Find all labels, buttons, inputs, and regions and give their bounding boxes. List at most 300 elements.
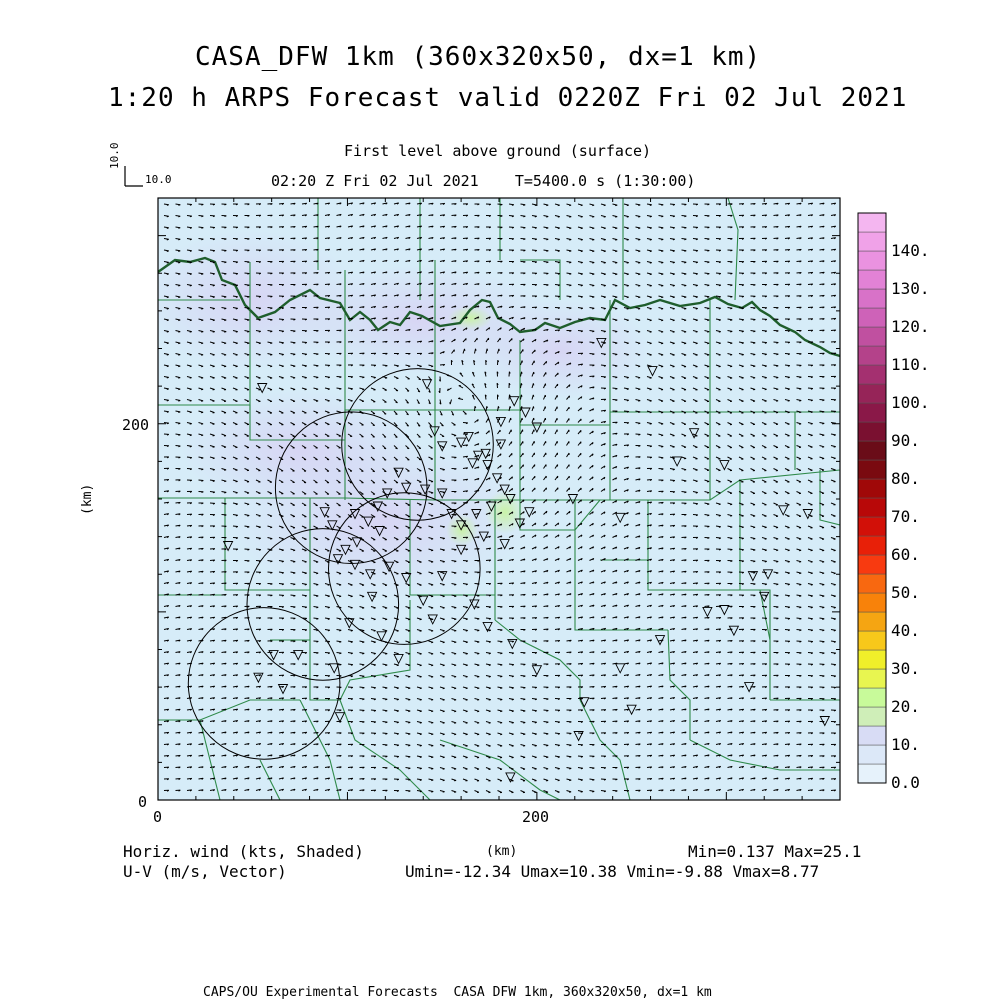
wind-vector-head xyxy=(213,297,215,298)
wind-vector-head xyxy=(418,426,420,427)
wind-vector-head xyxy=(178,366,180,367)
wind-vector-head xyxy=(696,504,698,505)
wind-vector-head xyxy=(247,343,249,344)
wind-vector-head xyxy=(489,642,491,643)
wind-vector-head xyxy=(730,331,732,332)
wind-vector-head xyxy=(523,500,524,502)
wind-vector-head xyxy=(397,366,399,367)
wind-vector-head xyxy=(569,240,571,241)
wind-vector-head xyxy=(546,239,548,240)
wind-vector-head xyxy=(627,400,629,401)
wind-vector-head xyxy=(627,274,629,275)
wind-vector-head xyxy=(604,228,606,229)
wind-vector-head xyxy=(822,423,824,424)
wind-vector-head xyxy=(201,274,203,275)
wind-vector-head xyxy=(178,378,180,379)
wind-vector-head xyxy=(374,642,376,643)
wind-vector-head xyxy=(293,584,295,585)
wind-vector-head xyxy=(822,573,824,574)
wind-vector-head xyxy=(443,585,445,586)
wind-vector-head xyxy=(293,573,295,574)
wind-vector-head xyxy=(167,205,169,206)
wind-vector-head xyxy=(178,285,180,286)
wind-vector-head xyxy=(811,400,813,401)
wind-vector-head xyxy=(546,228,548,229)
wind-vector-head xyxy=(454,550,456,551)
wind-vector-head xyxy=(305,607,307,608)
wind-vector-head xyxy=(615,366,617,367)
wind-vector-head xyxy=(523,476,524,478)
wind-vector-head xyxy=(638,251,640,252)
wind-vector-head xyxy=(523,339,524,341)
wind-vector-head xyxy=(454,573,456,574)
wind-vector-head xyxy=(236,504,238,505)
wind-vector-head xyxy=(684,320,686,321)
wind-vector-head xyxy=(190,343,192,344)
wind-vector-head xyxy=(190,366,192,367)
wind-vector-head xyxy=(788,607,790,608)
wind-vector-head xyxy=(443,538,445,539)
wind-vector-head xyxy=(661,251,663,252)
wind-vector-head xyxy=(407,425,409,426)
wind-vector-head xyxy=(742,550,744,551)
wind-vector-head xyxy=(615,332,617,333)
wind-vector-head xyxy=(190,435,192,436)
wind-vector-head xyxy=(374,631,376,632)
wind-vector-head xyxy=(673,274,675,275)
wind-vector-head xyxy=(500,442,501,444)
wind-vector-head xyxy=(178,412,180,413)
wind-vector-head xyxy=(351,389,353,390)
wind-vector-head xyxy=(259,355,261,356)
wind-vector-head xyxy=(190,332,192,333)
wind-vector-head xyxy=(569,262,571,263)
wind-vector-head xyxy=(707,493,709,494)
wind-vector-head xyxy=(385,677,387,678)
wind-vector-head xyxy=(615,343,617,344)
wind-vector-head xyxy=(259,516,261,517)
wind-vector-head xyxy=(627,355,629,356)
wind-vector-head xyxy=(385,654,387,655)
wind-vector-head xyxy=(396,448,398,449)
wind-vector-head xyxy=(224,332,226,333)
wind-vector-head xyxy=(615,240,617,241)
wind-vector-head xyxy=(443,470,445,471)
wind-vector-head xyxy=(419,437,421,438)
wind-vector-head xyxy=(454,677,456,678)
wind-vector-head xyxy=(638,240,640,241)
wind-vector-head xyxy=(190,446,192,447)
wind-vector-head xyxy=(373,460,375,461)
wind-vector-head xyxy=(638,297,640,298)
wind-vector-head xyxy=(167,377,169,378)
wind-vector-head xyxy=(811,585,813,586)
wind-vector-head xyxy=(558,217,560,218)
wind-vector-head xyxy=(431,642,433,643)
wind-vector-head xyxy=(339,665,341,666)
wind-vector-head xyxy=(569,297,571,298)
wind-vector-head xyxy=(776,366,778,367)
wind-vector-head xyxy=(742,331,744,332)
wind-vector-head xyxy=(592,442,593,444)
wind-vector-head xyxy=(684,251,686,252)
wind-vector-head xyxy=(328,389,330,390)
wind-vector-head xyxy=(569,228,571,229)
title-line-2: 1:20 h ARPS Forecast valid 0220Z Fri 02 Jul 2021 xyxy=(108,83,908,113)
wind-vector-head xyxy=(696,262,698,263)
wind-vector-head xyxy=(384,414,386,415)
wind-vector-head xyxy=(512,465,513,467)
wind-vector-head xyxy=(236,320,238,321)
wind-vector-head xyxy=(167,343,169,344)
wind-vector-head xyxy=(627,332,629,333)
wind-vector-head xyxy=(430,425,432,426)
wind-vector-head xyxy=(328,377,330,378)
wind-vector-head xyxy=(604,297,606,298)
wind-vector-head xyxy=(615,377,617,378)
wind-vector-head xyxy=(569,217,571,218)
wind-vector-head xyxy=(638,423,640,424)
wind-vector-head xyxy=(719,285,721,286)
wind-vector-head xyxy=(592,228,594,229)
wind-vector-head xyxy=(604,320,606,321)
wind-vector-head xyxy=(627,217,629,218)
wind-vector-head xyxy=(765,584,767,585)
wind-vector-head xyxy=(615,320,617,321)
wind-vector-head xyxy=(178,320,180,321)
wind-vector-head xyxy=(328,596,330,597)
wind-vector-head xyxy=(489,619,491,620)
wind-vector-head xyxy=(259,527,261,528)
wind-vector-head xyxy=(707,320,709,321)
wind-vector-head xyxy=(373,448,375,449)
wind-vector-head xyxy=(730,320,732,321)
wind-vector-head xyxy=(305,573,307,574)
wind-vector-head xyxy=(351,631,353,632)
wind-vector-head xyxy=(201,309,203,310)
wind-vector-head xyxy=(661,205,663,206)
wind-vector-head xyxy=(270,331,272,332)
wind-vector-head xyxy=(581,240,583,241)
wind-vector-head xyxy=(799,377,801,378)
wind-vector-head xyxy=(684,470,686,471)
wind-vector-head xyxy=(395,437,397,438)
wind-vector-head xyxy=(765,561,767,562)
wind-vector-head xyxy=(673,469,675,470)
wind-vector-head xyxy=(443,550,445,551)
wind-vector-head xyxy=(178,401,180,402)
wind-vector-head xyxy=(351,401,353,402)
wind-vector-head xyxy=(615,354,617,355)
wind-vector-head xyxy=(201,297,203,298)
wind-vector-head xyxy=(465,414,467,415)
wind-vector-head xyxy=(742,320,744,321)
wind-vector-head xyxy=(834,619,836,620)
wind-vector-head xyxy=(351,665,353,666)
wind-vector-head xyxy=(408,366,410,367)
wind-vector-head xyxy=(638,263,640,264)
wind-vector-head xyxy=(638,205,640,206)
wind-vector-head xyxy=(684,228,686,229)
wind-vector-head xyxy=(454,631,456,632)
wind-vector-head xyxy=(650,251,652,252)
wind-vector-head xyxy=(466,677,468,678)
wind-vector-head xyxy=(454,585,456,586)
wind-vector-head xyxy=(569,274,571,275)
wind-vector-head xyxy=(546,205,548,206)
wind-vector-head xyxy=(765,366,767,367)
wind-vector-head xyxy=(834,630,836,631)
wind-vector-head xyxy=(638,286,640,287)
wind-vector-head xyxy=(476,349,477,351)
wind-vector-head xyxy=(259,331,261,332)
wind-vector-head xyxy=(788,596,790,597)
wind-vector-head xyxy=(592,454,593,456)
wind-vector-head xyxy=(719,504,721,505)
wind-vector-head xyxy=(569,500,570,502)
wind-vector-head xyxy=(201,469,203,470)
wind-vector-head xyxy=(661,228,663,229)
wind-vector-head xyxy=(581,419,582,421)
wind-vector-head xyxy=(385,665,387,666)
wind-vector-head xyxy=(408,665,410,666)
wind-vector-head xyxy=(167,228,169,229)
wind-vector-head xyxy=(201,366,203,367)
wind-vector-head xyxy=(673,297,675,298)
wind-vector-head xyxy=(293,550,295,551)
wind-vector-head xyxy=(661,274,663,275)
wind-vector-head xyxy=(673,309,675,310)
wind-vector-head xyxy=(776,550,778,551)
wind-vector-head xyxy=(627,366,629,367)
wind-vector-head xyxy=(282,355,284,356)
wind-vector-head xyxy=(167,355,169,356)
wind-vector-head xyxy=(811,619,813,620)
wind-vector-head xyxy=(834,596,836,597)
wind-vector-head xyxy=(524,512,525,514)
wind-vector-head xyxy=(431,631,433,632)
wind-vector-head xyxy=(190,378,192,379)
wind-vector-head xyxy=(523,216,525,217)
wind-vector-head xyxy=(592,286,594,287)
wind-vector-head xyxy=(822,642,824,643)
wind-vector-head xyxy=(627,205,629,206)
wind-vector-head xyxy=(247,516,249,517)
wind-vector-head xyxy=(533,395,534,397)
wind-vector-head xyxy=(167,285,169,286)
wind-vector-head xyxy=(351,653,353,654)
wind-vector-head xyxy=(339,619,341,620)
wind-vector-head xyxy=(604,354,606,355)
wind-vector-head xyxy=(316,366,318,367)
wind-vector-head xyxy=(834,608,836,609)
wind-vector-head xyxy=(684,262,686,263)
wind-vector-head xyxy=(190,401,192,402)
wind-vector-head xyxy=(650,332,652,333)
wind-vector-head xyxy=(236,493,238,494)
wind-vector-head xyxy=(489,431,490,433)
wind-vector-head xyxy=(569,205,571,206)
wind-vector-head xyxy=(627,240,629,241)
wind-vector-head xyxy=(742,343,744,344)
wind-vector-head xyxy=(615,297,617,298)
wind-vector-head xyxy=(661,286,663,287)
wind-vector-head xyxy=(454,654,456,655)
wind-vector-head xyxy=(224,343,226,344)
wind-vector-head xyxy=(615,389,617,390)
wind-vector-head xyxy=(592,477,593,479)
wind-vector-head xyxy=(431,504,433,505)
wind-vector-head xyxy=(500,676,502,677)
wind-vector-head xyxy=(742,527,744,528)
wind-vector-head xyxy=(397,665,399,666)
wind-vector-head xyxy=(569,511,570,513)
wind-vector-head xyxy=(661,216,663,217)
wind-vector-head xyxy=(489,630,491,631)
wind-vector-head xyxy=(466,631,468,632)
wind-vector-head xyxy=(407,448,409,449)
wind-vector-head xyxy=(581,500,582,502)
wind-vector-head xyxy=(627,297,629,298)
wind-vector-head xyxy=(581,217,583,218)
wind-vector-head xyxy=(224,262,226,263)
wind-vector-head xyxy=(213,481,215,482)
wind-vector-head xyxy=(236,297,238,298)
wind-vector-head xyxy=(167,274,169,275)
wind-vector-head xyxy=(799,401,801,402)
wind-vector-head xyxy=(213,251,215,252)
wind-vector-head xyxy=(650,297,652,298)
wind-vector-head xyxy=(696,481,698,482)
wind-vector-head xyxy=(707,504,709,505)
wind-vector-head xyxy=(661,263,663,264)
wind-vector-head xyxy=(190,412,192,413)
wind-vector-head xyxy=(167,297,169,298)
wind-vector-head xyxy=(460,373,462,374)
wind-vector-head xyxy=(489,653,491,654)
wind-vector-head xyxy=(535,511,536,513)
wind-vector-head xyxy=(753,550,755,551)
wind-vector-head xyxy=(477,630,479,631)
wind-vector-head xyxy=(224,308,226,309)
wind-vector-head xyxy=(201,262,203,263)
wind-vector-head xyxy=(776,354,778,355)
wind-vector-head xyxy=(776,573,778,574)
wind-vector-head xyxy=(167,239,169,240)
wind-vector-head xyxy=(167,320,169,321)
wind-vector-head xyxy=(535,228,537,229)
wind-vector-head xyxy=(615,274,617,275)
wind-vector-head xyxy=(477,665,479,666)
wind-vector-head xyxy=(558,373,559,375)
wind-vector-head xyxy=(443,527,445,528)
wind-vector-head xyxy=(592,308,594,309)
wind-vector-head xyxy=(581,408,582,410)
wind-vector-head xyxy=(661,239,663,240)
wind-vector-head xyxy=(236,332,238,333)
wind-vector-head xyxy=(408,677,410,678)
wind-vector-head xyxy=(247,308,249,309)
wind-vector-head xyxy=(477,596,479,597)
wind-vector-head xyxy=(512,488,513,490)
wind-vector-head xyxy=(546,262,548,263)
wind-vector-head xyxy=(811,573,813,574)
wind-vector-head xyxy=(707,332,709,333)
wind-vector-head xyxy=(213,458,215,459)
wind-vector-head xyxy=(270,561,272,562)
wind-vector-head xyxy=(604,205,606,206)
wind-vector-head xyxy=(661,309,663,310)
wind-vector-head xyxy=(834,447,836,448)
wind-vector-head xyxy=(696,297,698,298)
wind-vector-head xyxy=(799,607,801,608)
wind-vector-head xyxy=(374,654,376,655)
wind-vector-head xyxy=(178,216,180,217)
wind-vector-head xyxy=(466,584,468,585)
wind-vector-head xyxy=(776,389,778,390)
wind-vector-head xyxy=(822,619,824,620)
wind-vector-head xyxy=(282,331,284,332)
wind-vector-head xyxy=(270,539,272,540)
wind-vector-head xyxy=(477,642,479,643)
wind-vector-head xyxy=(730,308,732,309)
wind-vector-head xyxy=(673,216,675,217)
wind-vector-head xyxy=(167,412,169,413)
wind-vector-head xyxy=(201,447,203,448)
wind-vector-head xyxy=(443,562,445,563)
wind-vector-head xyxy=(282,550,284,551)
wind-vector-head xyxy=(604,286,606,287)
wind-vector-head xyxy=(696,285,698,286)
wind-vector-head xyxy=(293,562,295,563)
wind-vector-head xyxy=(167,309,169,310)
wind-vector-head xyxy=(407,403,409,404)
wind-vector-head xyxy=(696,493,698,494)
wind-vector-head xyxy=(788,562,790,563)
wind-vector-head xyxy=(661,447,663,448)
wind-vector-head xyxy=(178,228,180,229)
wind-vector-head xyxy=(730,297,732,298)
wind-vector-head xyxy=(719,332,721,333)
wind-vector-head xyxy=(684,481,686,482)
wind-vector-head xyxy=(765,354,767,355)
wind-vector-head xyxy=(834,665,836,666)
wind-vector-head xyxy=(535,350,536,352)
wind-vector-head xyxy=(374,619,376,620)
wind-vector-head xyxy=(247,527,249,528)
wind-vector-head xyxy=(466,654,468,655)
wind-vector-head xyxy=(569,251,571,252)
wind-vector-head xyxy=(811,607,813,608)
wind-vector-head xyxy=(305,378,307,379)
wind-vector-head xyxy=(615,309,617,310)
wind-vector-head xyxy=(546,511,547,513)
wind-vector-head xyxy=(719,308,721,309)
wind-vector-head xyxy=(458,398,460,399)
wind-vector-head xyxy=(384,460,386,461)
wind-vector-head xyxy=(362,665,364,666)
wind-vector-head xyxy=(374,665,376,666)
wind-vector-head xyxy=(362,676,364,677)
wind-vector-head xyxy=(558,511,559,513)
wind-vector-head xyxy=(638,389,640,390)
wind-vector-head xyxy=(696,320,698,321)
wind-vector-head xyxy=(627,320,629,321)
wind-vector-head xyxy=(558,274,560,275)
wind-vector-head xyxy=(443,573,445,574)
wind-vector-head xyxy=(719,527,721,528)
wind-vector-head xyxy=(604,343,606,344)
